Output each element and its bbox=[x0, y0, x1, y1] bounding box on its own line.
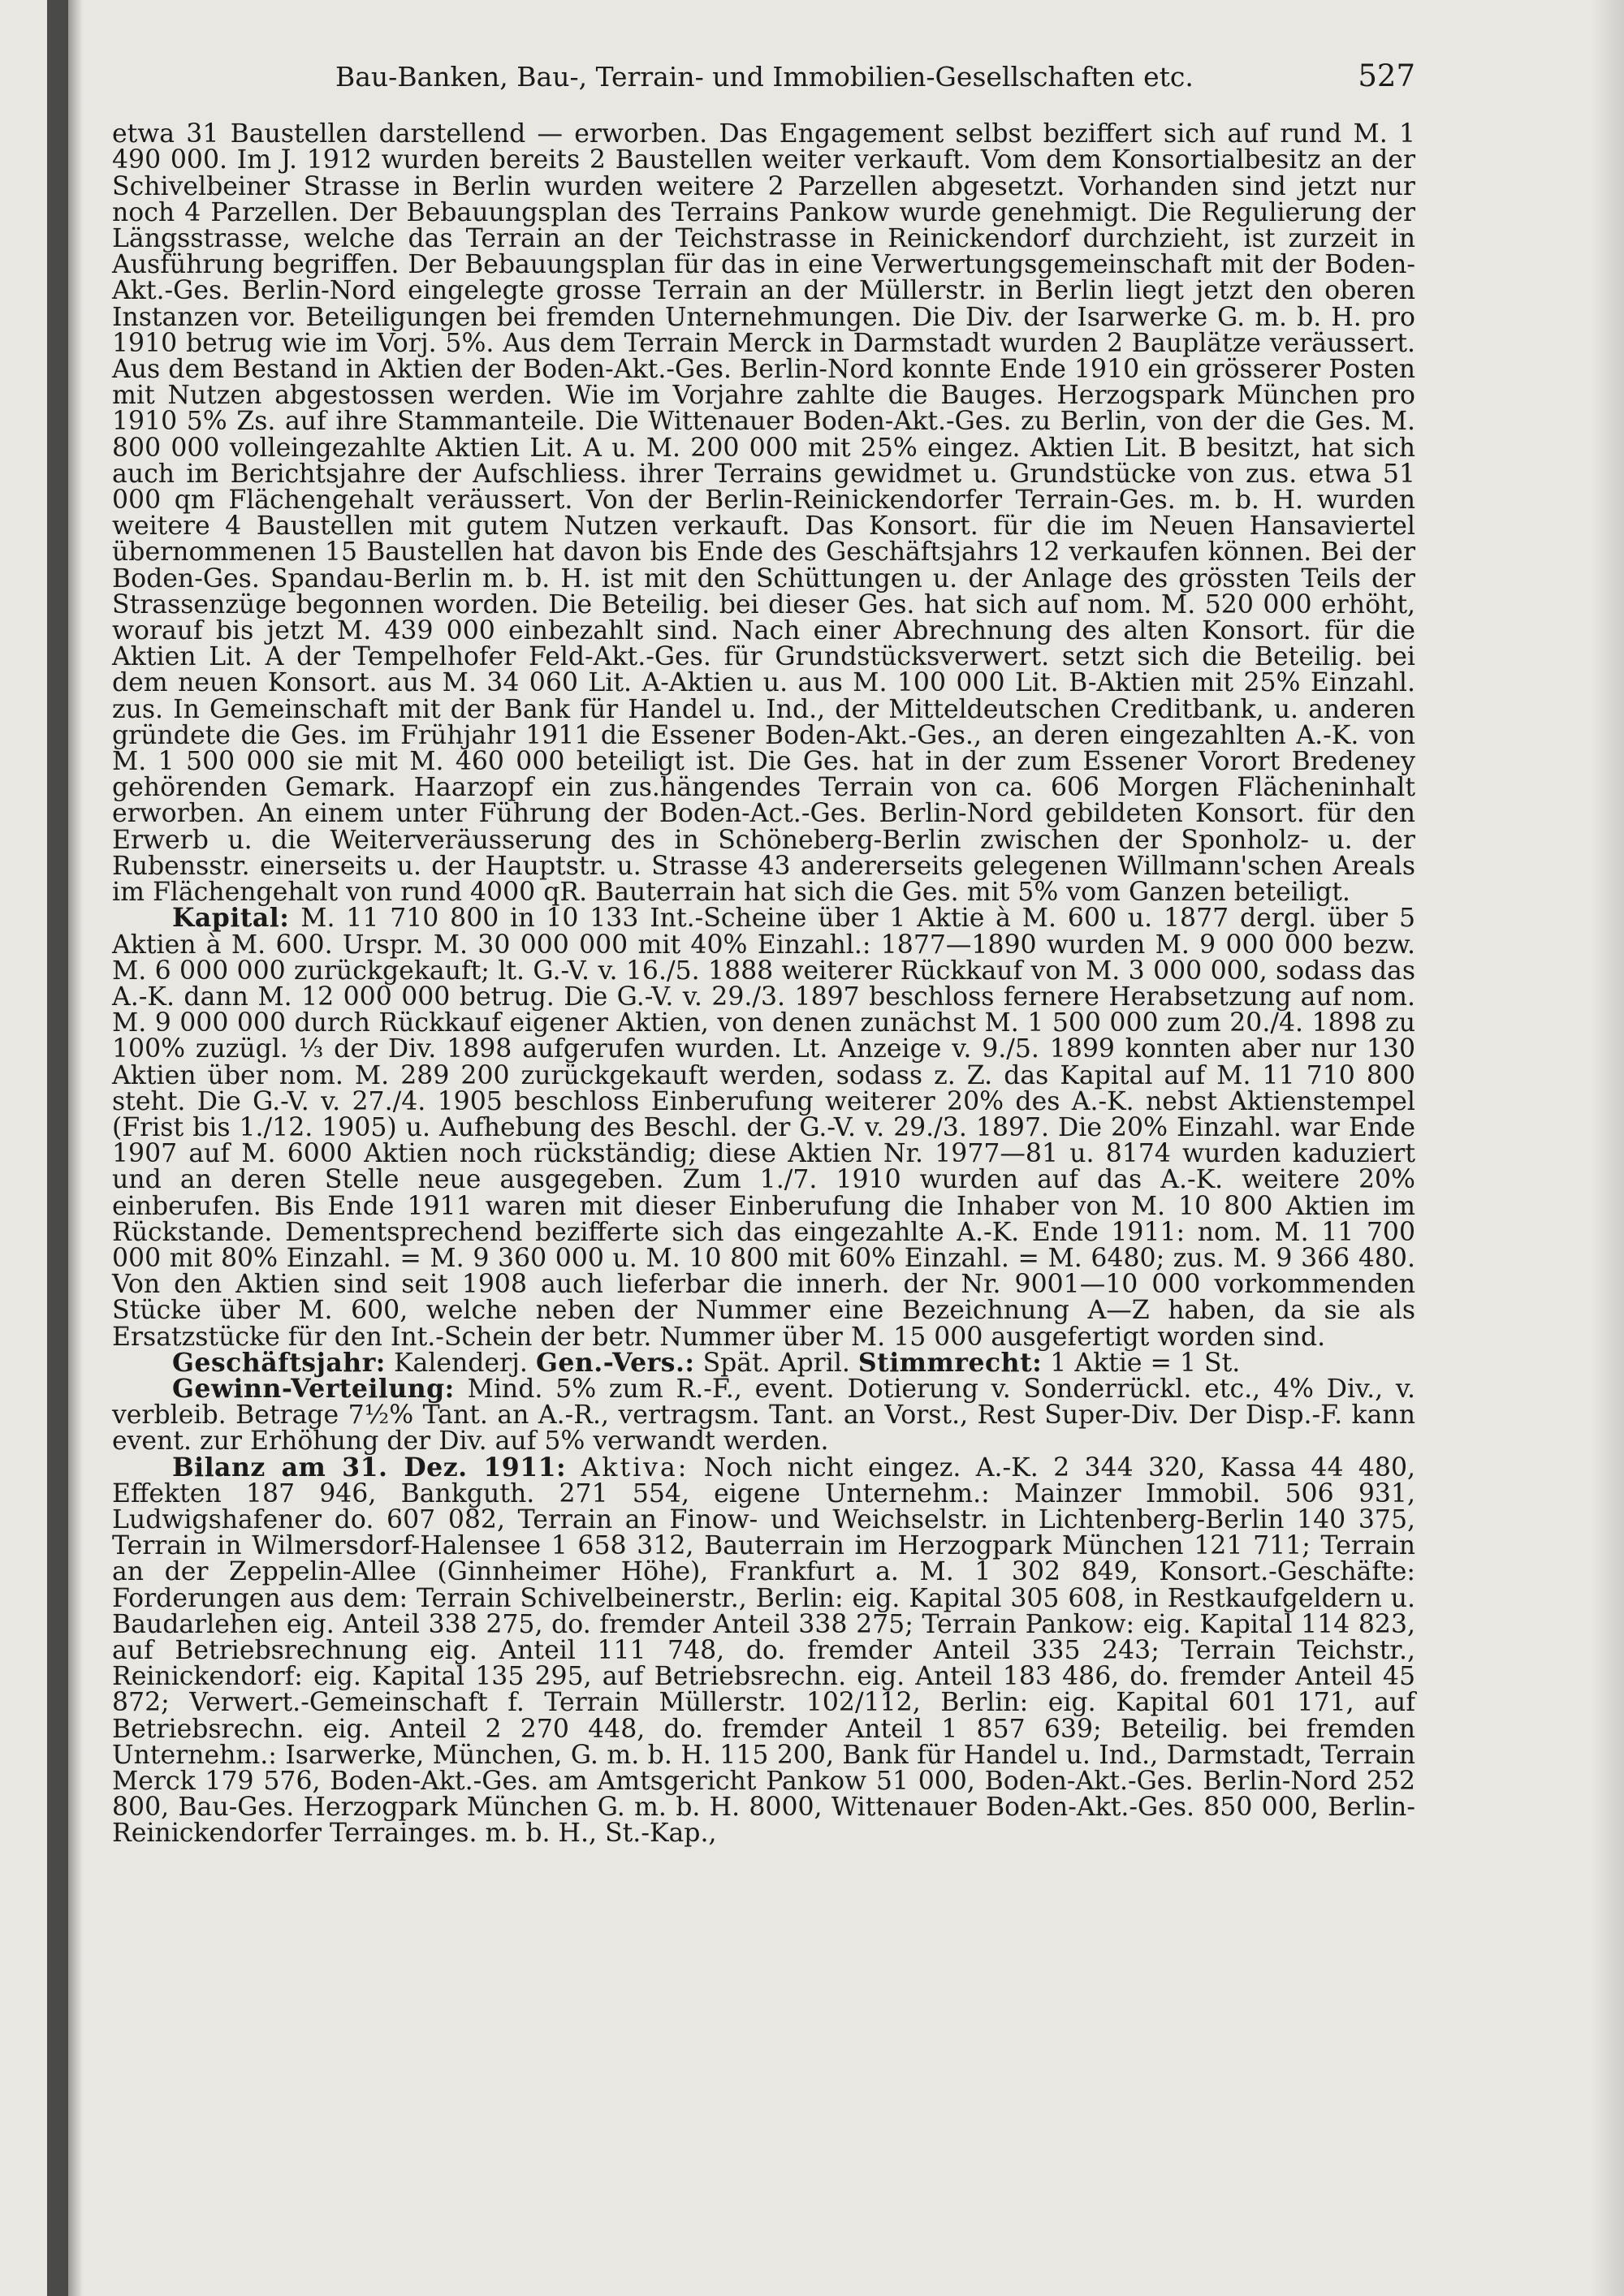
meta-paragraph bbox=[112, 1347, 1415, 1378]
bilanz-label: Bilanz am 31. Dez. 1911: bbox=[172, 1452, 567, 1482]
header-title: Bau-Banken, Bau-, Terrain- und Immobilien-Gesellschaften etc. bbox=[335, 61, 1194, 93]
gen-vers-text: Spät. April. bbox=[702, 1348, 850, 1378]
geschaeftsjahr-label: Geschäftsjahr: bbox=[172, 1347, 386, 1378]
gewinn-label: Gewinn-Verteilung: bbox=[172, 1373, 455, 1404]
bilanz-paragraph bbox=[112, 1452, 1416, 1849]
gewinn-text: Mind. 5% zum R.-F., event. Dotierung v. Sonderrückl. etc., 4% Div., v. verbleib. Betrage 7½% Tant. an A.-R., vertragsm. Tant. an Vorst., Rest Super-Div. Der Disp.-F. kann event. zur Erhöhung der Div. auf 5% verwandt werden. bbox=[112, 1374, 1415, 1457]
kapital-text: M. 11 710 800 in 10 133 Int.-Scheine über 1 Aktie à M. 600 u. 1877 dergl. über 5 Aktien à M. 600. Urspr. M. 30 000 000 mit 40% Einzahl.: 1877—1890 wurden M. 9 000 000 bezw. M. 6 000 000 zurückgekauft; lt. G.-V. v. 16./5. 1888 weiterer Rückkauf von M. 3 000 000, sodass das A.-K. dann M. 12 000 000 betrug. Die G.-V. v. 29./3. 1897 beschloss fernere Herabsetzung auf nom. M. 9 000 000 durch Rückkauf eigener Aktien, von denen zunächst M. 1 500 000 zum 20./4. 1898 zu 100% zuzügl. ⅓ der Div. 1898 aufgerufen wurden. Lt. Anzeige v. 9./5. 1899 konnten aber nur 130 Aktien über nom. M. 289 200 zurückgekauft werden, sodass z. Z. das Kapital auf M. 11 710 800 steht. Die G.-V. v. 27./4. 1905 beschloss Einberufung weiterer 20% des A.-K. nebst Aktienstempel (Frist bis 1./12. 1905) u. Aufhebung des Beschl. der G.-V. v. 29./3. 1897. Die 20% Einzahl. war Ende 1907 auf M. 6000 Aktien noch rückständig; diese Aktien Nr. 1977—81 u. 8174 wurden kaduziert und an deren Stelle neue ausgegeben. Zum 1./7. 1910 wurden auf das A.-K. weitere 20% einberufen. Bis Ende 1911 waren mit dieser Einberufung die Inhaber von M. 10 800 Aktien im Rückstande. Dementsprechend bezifferte sich das eingezahlte A.-K. Ende 1911: nom. M. 11 700 000 mit 80% Einzahl. = M. 9 360 000 u. M. 10 800 mit 60% Einzahl. = M. 6480; zus. M. 9 366 480. Von den Aktien sind seit 1908 auch lieferbar die innerh. der Nr. 9001—10 000 vorkommenden Stücke über M. 600, welche neben der Nummer eine Bezeichnung A—Z haben, da sie als Ersatzstücke für den Int.-Schein der betr. Nummer über M. 15 000 ausgefertigt worden sind. bbox=[112, 904, 1415, 1352]
geschaeftsjahr-text: Kalenderj. bbox=[393, 1348, 528, 1378]
gen-vers-label: Gen.-Vers.: bbox=[535, 1347, 695, 1378]
page-edge-shading bbox=[1592, 0, 1624, 2296]
running-header bbox=[335, 58, 1415, 93]
aktiva-label: Aktiva: bbox=[581, 1452, 689, 1482]
gewinn-paragraph bbox=[112, 1373, 1415, 1457]
page-number: 527 bbox=[1358, 58, 1415, 93]
kapital-label: Kapital: bbox=[172, 903, 290, 934]
bilanz-text: Noch nicht eingez. A.-K. 2 344 320, Kassa 44 480, Effekten 187 946, Bankguth. 271 554, eigene Unternehm.: Mainzer Immobil. 506 931, Ludwigshafener do. 607 082, Terrain an Finow- und Weichselstr. in Lichtenberg-Berlin 140 375, Terrain in Wilmersdorf-Halensee 1 658 312, Bauterrain im Herzogpark München 121 711; Terrain an der Zeppelin-Allee (Ginnheimer Höhe), Frankfurt a. M. 1 302 849, Konsort.-Geschäfte: Forderungen aus dem: Terrain Schivelbeinerstr., Berlin: eig. Kapital 305 608, in Restkaufgeldern u. Baudarlehen eig. Anteil 338 275, do. fremder Anteil 338 275; Terrain Pankow: eig. Kapital 114 823, auf Betriebsrechnung eig. Anteil 111 748, do. fremder Anteil 335 243; Terrain Teichstr., Reinickendorf: eig. Kapital 135 295, auf Betriebsrechn. eig. Anteil 183 486, do. fremder Anteil 45 872; Verwert.-Gemeinschaft f. Terrain Müllerstr. 102/112, Berlin: eig. Kapital 601 171, auf Betriebsrechn. eig. Anteil 2 270 448, do. fremder Anteil 1 857 639; Beteilig. bei fremden Unternehm.: Isarwerke, München, G. m. b. H. 115 200, Bank für Handel u. Ind., Darmstadt, Terrain Merck 179 576, Boden-Akt.-Ges. am Amtsgericht Pankow 51 000, Boden-Akt.-Ges. Berlin-Nord 252 800, Bau-Ges. Herzogpark München G. m. b. H. 8000, Wittenauer Boden-Akt.-Ges. 850 000, Berlin-Reinickendorfer Terrainges. m. b. H., St.-Kap., bbox=[112, 1452, 1416, 1849]
stimmrecht-label: Stimmrecht: bbox=[857, 1347, 1043, 1378]
book-spine-shadow bbox=[47, 0, 68, 2296]
gutter-shading bbox=[68, 0, 83, 2296]
intro-paragraph: etwa 31 Baustellen darstellend — erworben. Das Engagement selbst beziffert sich auf rund M. 1 490 000. Im J. 1912 wurden bereits 2 Baustellen weiter verkauft. Vom dem Konsortialbesitz an der Schivelbeiner Strasse in Berlin wurden weitere 2 Parzellen abgesetzt. Vorhanden sind jetzt nur noch 4 Parzellen. Der Bebauungsplan des Terrains Pankow wurde genehmigt. Die Regulierung der Längsstrasse, welche das Terrain an der Teichstrasse in Reinickendorf durchzieht, ist zurzeit in Ausführung begriffen. Der Bebauungsplan für das in eine Verwertungsgemeinschaft mit der Boden-Akt.-Ges. Berlin-Nord eingelegte grosse Terrain an der Müllerstr. in Berlin liegt jetzt den oberen Instanzen vor. Beteiligungen bei fremden Unternehmungen. Die Div. der Isarwerke G. m. b. H. pro 1910 betrug wie im Vorj. 5%. Aus dem Terrain Merck in Darmstadt wurden 2 Bauplätze veräussert. Aus dem Bestand in Aktien der Boden-Akt.-Ges. Berlin-Nord konnte Ende 1910 ein grösserer Posten mit Nutzen abgestossen werden. Wie im Vorjahre zahlte die Bauges. Herzogspark München pro 1910 5% Zs. auf ihre Stammanteile. Die Wittenauer Boden-Akt.-Ges. zu Berlin, von der die Ges. M. 800 000 volleingezahlte Aktien Lit. A u. M. 200 000 mit 25% eingez. Aktien Lit. B besitzt, hat sich auch im Berichtsjahre der Aufschliess. ihrer Terrains gewidmet u. Grundstücke von zus. etwa 51 000 qm Flächengehalt veräussert. Von der Berlin-Reinickendorfer Terrain-Ges. m. b. H. wurden weitere 4 Baustellen mit gutem Nutzen verkauft. Das Konsort. für die im Neuen Hansaviertel übernommenen 15 Baustellen hat davon bis Ende des Geschäftsjahrs 12 verkaufen können. Bei der Boden-Ges. Spandau-Berlin m. b. H. ist mit den Schüttungen u. der Anlage des grössten Teils der Strassenzüge begonnen worden. Die Beteilig. bei dieser Ges. hat sich auf nom. M. 520 000 erhöht, worauf bis jetzt M. 439 000 einbezahlt sind. Nach einer Abrechnung des alten Konsort. für die Aktien Lit. A der Tempelhofer Feld-Akt.-Ges. für Grundstücksverwert. setzt sich die Beteilig. bei dem neuen Konsort. aus M. 34 060 Lit. A-Aktien u. aus M. 100 000 Lit. B-Aktien mit 25% Einzahl. zus. In Gemeinschaft mit der Bank für Handel u. Ind., der Mitteldeutschen Creditbank, u. anderen gründete die Ges. im Frühjahr 1911 die Essener Boden-Akt.-Ges., an deren eingezahlten A.-K. von M. 1 500 000 sie mit M. 460 000 beteiligt ist. Die Ges. hat in der zum Essener Vorort Bredeney gehörenden Gemark. Haarzopf ein zus.hängendes Terrain von ca. 606 Morgen Flächeninhalt erworben. An einem unter Führung der Boden-Act.-Ges. Berlin-Nord gebildeten Konsort. für den Erwerb u. die Weiterveräusserung des in Schöneberg-Berlin zwischen der Sponholz- u. der Rubensstr. einerseits u. der Hauptstr. u. Strasse 43 andererseits gelegenen Willmann'schen Areals im Flächengehalt von rund 4000 qR. Bauterrain hat sich die Ges. mit 5% vom Ganzen beteiligt. bbox=[112, 119, 1415, 908]
stimmrecht-text: 1 Aktie = 1 St. bbox=[1050, 1348, 1241, 1378]
kapital-paragraph bbox=[112, 903, 1415, 1352]
page-content bbox=[112, 58, 1416, 1849]
